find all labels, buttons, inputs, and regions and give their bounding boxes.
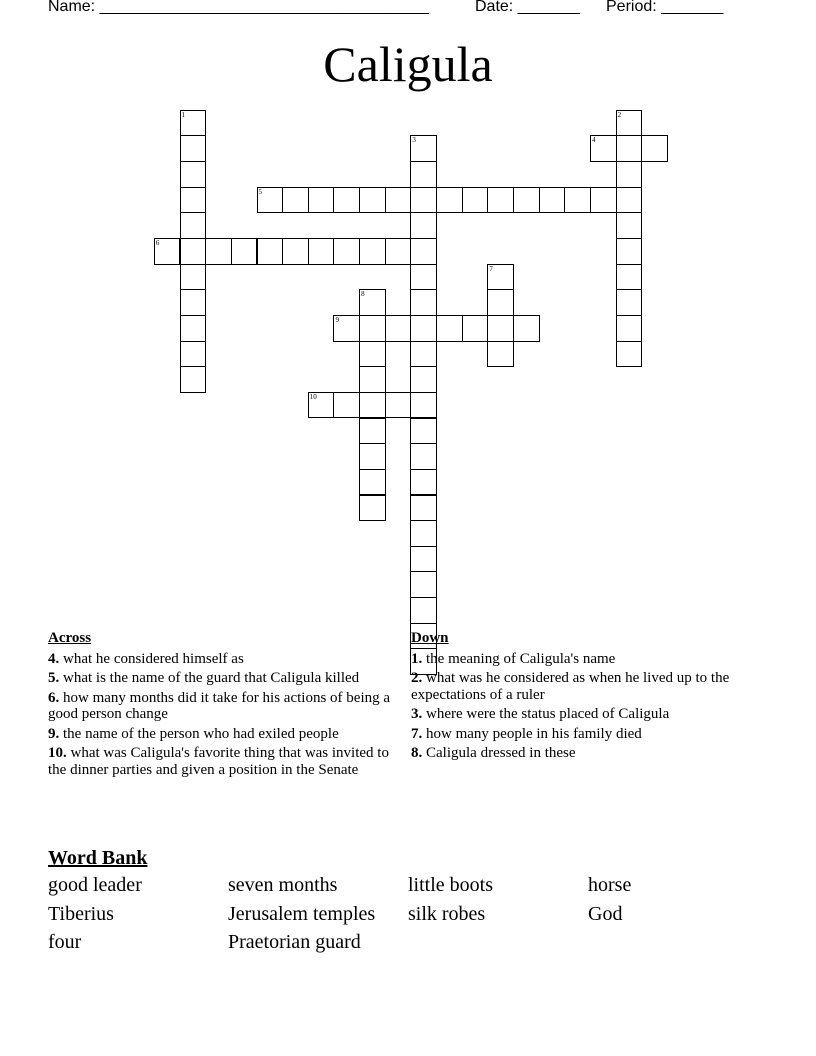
across-clue — [48, 690, 400, 723]
crossword-cell[interactable] — [385, 187, 412, 214]
crossword-cell[interactable] — [616, 135, 643, 162]
crossword-cell[interactable] — [487, 264, 514, 291]
period-field: Period: _______ — [606, 0, 724, 15]
crossword-cell[interactable] — [410, 469, 437, 496]
crossword-cell[interactable] — [333, 238, 360, 265]
crossword-cell[interactable] — [410, 212, 437, 239]
crossword-cell[interactable] — [205, 238, 232, 265]
crossword-cell[interactable] — [180, 161, 207, 188]
down-clue — [411, 745, 751, 762]
crossword-cell[interactable] — [410, 418, 437, 445]
down-clue-list — [411, 651, 751, 762]
across-clue-list — [48, 651, 400, 779]
crossword-cell[interactable] — [487, 187, 514, 214]
clue-number: 10 — [309, 392, 317, 401]
crossword-cell[interactable] — [180, 212, 207, 239]
crossword-cell[interactable] — [308, 187, 335, 214]
crossword-cell[interactable] — [359, 366, 386, 393]
clue-number: 4 — [591, 136, 596, 145]
word-bank-item: Jerusalem temples — [228, 902, 376, 925]
crossword-cell[interactable] — [436, 187, 463, 214]
crossword-cell[interactable] — [308, 392, 335, 419]
crossword-cell[interactable] — [410, 135, 437, 162]
clue-text: how many months did it take for his actions of being a good person change — [48, 689, 391, 722]
down-clues — [411, 630, 751, 765]
clue-number: 8. — [411, 745, 423, 761]
crossword-cell[interactable] — [410, 392, 437, 419]
across-clue — [48, 745, 400, 778]
clue-text: what is the name of the guard that Caligula killed — [59, 670, 360, 686]
page-title: Caligula — [323, 36, 493, 92]
crossword-cell[interactable] — [333, 187, 360, 214]
across-clue — [48, 670, 400, 687]
clue-number: 5. — [48, 670, 60, 686]
clue-number: 7 — [489, 264, 493, 273]
clue-text: the name of the person who had exiled people — [59, 725, 339, 742]
crossword-cell[interactable] — [410, 289, 437, 316]
clue-number: 9. — [48, 725, 60, 742]
word-bank-item: four — [48, 931, 82, 953]
across-clue — [48, 726, 400, 743]
crossword-cell[interactable] — [616, 212, 643, 239]
clue-number: 6 — [155, 239, 160, 247]
crossword-cell[interactable] — [359, 418, 386, 445]
crossword-cell[interactable] — [616, 161, 643, 188]
crossword-cell[interactable] — [410, 366, 437, 393]
down-heading: Down — [411, 630, 449, 646]
word-bank-item: Tiberius — [48, 902, 114, 925]
crossword-cell[interactable] — [333, 315, 360, 342]
crossword-cell[interactable] — [333, 392, 360, 419]
crossword-cell[interactable] — [180, 110, 207, 137]
down-clue — [411, 726, 751, 743]
crossword-cell[interactable] — [180, 289, 207, 316]
crossword-cell[interactable] — [539, 187, 566, 214]
crossword-cell[interactable] — [282, 238, 309, 265]
down-clue — [411, 706, 751, 723]
crossword-cell[interactable] — [410, 238, 437, 265]
down-clue — [411, 651, 751, 668]
crossword-cell[interactable] — [616, 238, 643, 265]
crossword-cell[interactable] — [180, 238, 207, 265]
crossword-cell[interactable] — [180, 187, 207, 214]
crossword-cell[interactable] — [590, 187, 617, 214]
crossword-cell[interactable] — [410, 443, 437, 470]
across-clues — [48, 630, 400, 781]
clue-number: 3. — [411, 706, 423, 722]
word-bank-item: seven months — [228, 874, 338, 896]
crossword-cell[interactable] — [410, 341, 437, 368]
crossword-cell[interactable] — [513, 315, 540, 342]
crossword-cell[interactable] — [410, 520, 437, 547]
clue-number: 8 — [361, 290, 365, 299]
crossword-cell[interactable] — [359, 238, 386, 265]
crossword-cell[interactable] — [564, 187, 591, 214]
across-heading: Across — [48, 630, 92, 646]
word-bank-heading: Word Bank — [48, 847, 148, 869]
name-field: Name: _____________________________________ — [48, 0, 429, 15]
clue-number: 4. — [48, 650, 60, 667]
crossword-cell[interactable] — [180, 366, 207, 393]
across-clue — [48, 651, 400, 668]
crossword-cell[interactable] — [410, 495, 437, 522]
word-bank-item: Praetorian guard — [228, 931, 361, 953]
crossword-cell[interactable] — [462, 187, 489, 214]
word-bank-item: silk robes — [408, 902, 486, 925]
crossword-cell[interactable] — [180, 264, 207, 291]
crossword-cell[interactable] — [180, 341, 207, 368]
clue-text: the meaning of Caligula's name — [422, 650, 616, 667]
clue-text: what was Caligula's favorite thing that was invited to the dinner parties and given a position in the Senate — [48, 745, 389, 778]
crossword-cell[interactable] — [385, 392, 412, 419]
crossword-cell[interactable] — [436, 315, 463, 342]
crossword-cell[interactable] — [282, 187, 309, 214]
crossword-cell[interactable] — [359, 392, 386, 419]
crossword-cell[interactable] — [616, 289, 643, 316]
clue-number: 5 — [258, 187, 262, 196]
clue-text: where were the status placed of Caligula — [422, 706, 670, 722]
crossword-cell[interactable] — [487, 289, 514, 316]
crossword-cell[interactable] — [180, 315, 207, 342]
clue-text: Caligula dressed in these — [422, 745, 576, 761]
crossword-cell[interactable] — [154, 238, 181, 265]
crossword-cell[interactable] — [231, 238, 258, 265]
crossword-cell[interactable] — [616, 264, 643, 291]
crossword-cell[interactable] — [359, 289, 386, 316]
crossword-cell[interactable] — [410, 187, 437, 214]
crossword-cell[interactable] — [359, 341, 386, 368]
crossword-cell[interactable] — [385, 315, 412, 342]
crossword-cell[interactable] — [487, 341, 514, 368]
crossword-cell[interactable] — [616, 187, 643, 214]
crossword-cell[interactable] — [359, 495, 386, 522]
word-bank-item: horse — [588, 874, 632, 896]
word-bank-item: little boots — [408, 874, 493, 896]
date-field: Date: _______ — [475, 0, 580, 15]
crossword-cell[interactable] — [616, 341, 643, 368]
crossword-cell[interactable] — [641, 135, 668, 162]
crossword-cell[interactable] — [385, 238, 412, 265]
crossword-cell[interactable] — [590, 135, 617, 162]
crossword-cell[interactable] — [359, 187, 386, 214]
clue-number: 2 — [617, 110, 622, 119]
crossword-cell[interactable] — [513, 187, 540, 214]
clue-number: 2. — [411, 670, 423, 686]
clue-number: 6. — [48, 689, 60, 706]
crossword-cell[interactable] — [410, 571, 437, 598]
clue-number: 10. — [48, 745, 67, 761]
clue-number: 9 — [335, 315, 339, 324]
crossword-cell[interactable] — [257, 238, 284, 265]
clue-text: what he considered himself as — [59, 650, 244, 667]
clue-number: 7. — [411, 725, 423, 742]
crossword-cell[interactable] — [257, 187, 284, 214]
crossword-cell[interactable] — [410, 315, 437, 342]
crossword-cell[interactable] — [462, 315, 489, 342]
crossword-cell[interactable] — [359, 315, 386, 342]
clue-text: how many people in his family died — [422, 725, 642, 742]
crossword-cell[interactable] — [180, 135, 207, 162]
crossword-cell[interactable] — [410, 597, 437, 624]
clue-number: 1. — [411, 650, 423, 667]
crossword-cell[interactable] — [616, 315, 643, 342]
word-bank-item: good leader — [48, 874, 142, 896]
crossword-cell[interactable] — [410, 546, 437, 573]
down-clue — [411, 670, 751, 703]
word-bank-item: God — [588, 902, 623, 925]
crossword-cell[interactable] — [410, 161, 437, 188]
clue-number: 3 — [412, 136, 416, 145]
crossword-cell[interactable] — [359, 443, 386, 470]
crossword-cell[interactable] — [616, 110, 643, 137]
crossword-cell[interactable] — [359, 469, 386, 496]
clue-text: what was he considered as when he lived up to the expectations of a ruler — [411, 670, 730, 703]
crossword-cell[interactable] — [410, 264, 437, 291]
crossword-cell[interactable] — [308, 238, 335, 265]
clue-number: 1 — [181, 110, 186, 119]
